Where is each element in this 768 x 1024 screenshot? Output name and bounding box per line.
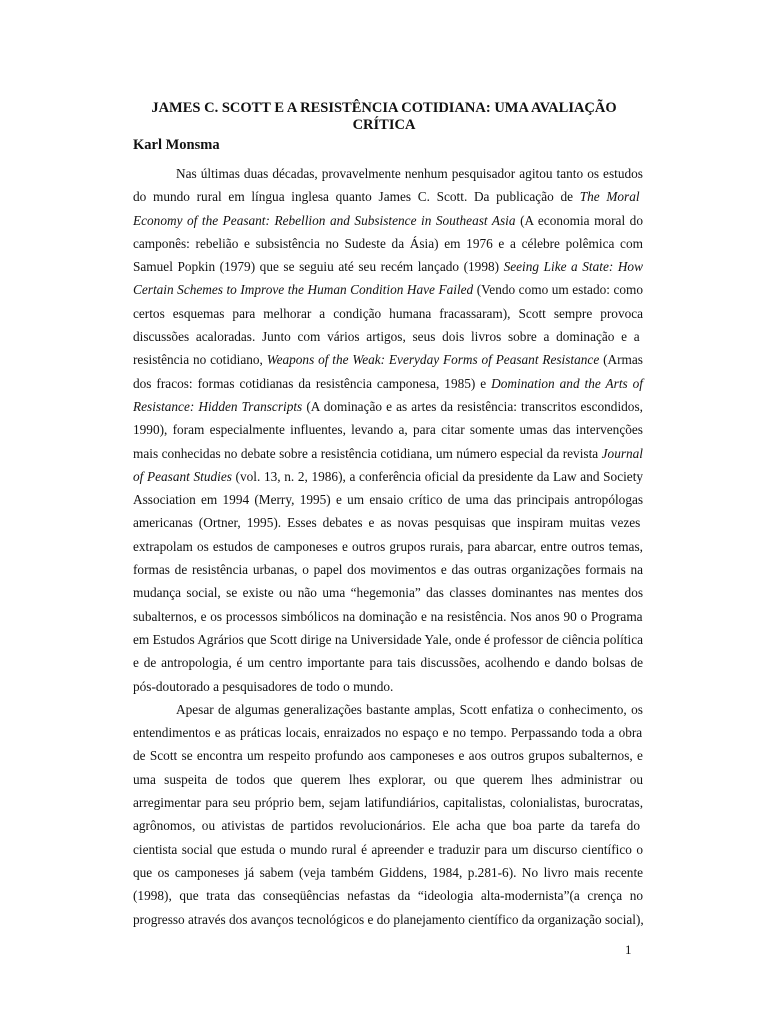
text-segment: certos esquemas para melhorar a condição humana fracassaram), Scott sempre provoca [133, 305, 644, 321]
text-line [133, 348, 643, 371]
italic-title-text: Weapons of the Weak: Everyday Forms of Peasant Resistance [266, 352, 600, 368]
text-segment: (1998), que trata das conseqüências nefastas da “ideologia alta-modernista”(a crença no [133, 888, 644, 904]
text-segment: (A economia moral do [515, 212, 643, 228]
text-line [133, 442, 643, 465]
text-line [133, 325, 643, 348]
text-line [133, 302, 643, 325]
body-text [133, 162, 643, 931]
text-line [133, 232, 643, 255]
text-line [133, 744, 643, 767]
text-line [133, 535, 643, 558]
italic-title-text: of Peasant Studies [133, 468, 232, 484]
text-line [133, 162, 643, 185]
text-segment: agrônomos, ou ativistas de partidos revolucionários. Ele acha que boa parte da tarefa do [133, 818, 640, 834]
title-line-1: JAMES C. SCOTT E A RESISTÊNCIA COTIDIANA: UMA AVALIAÇÃO [151, 100, 617, 116]
text-line [133, 488, 643, 511]
text-segment: em Estudos Agrários que Scott dirige na Universidade Yale, onde é professor de ciência política [133, 631, 643, 647]
text-segment: americanas (Ortner, 1995). Esses debates e as novas pesquisas que inspiram muitas vezes [133, 515, 641, 531]
text-segment: 1990), foram especialmente influentes, levando a, para citar somente umas das intervenções [133, 422, 643, 438]
text-line [133, 418, 643, 441]
text-line [133, 605, 643, 628]
text-segment: Apesar de algumas generalizações bastante amplas, Scott enfatiza o conhecimento, os [176, 701, 643, 717]
text-segment: camponês: rebelião e subsistência no Sudeste da Ásia) em 1976 e a célebre polêmica com [133, 235, 643, 251]
title-line-2: CRÍTICA [352, 117, 416, 133]
page-number: 1 [625, 942, 632, 957]
text-line [133, 768, 643, 791]
text-segment: que os camponeses já sabem (veja também Giddens, 1984, p.281-6). No livro mais recente [133, 864, 644, 880]
italic-title-text: Domination and the Arts of [491, 375, 644, 391]
text-line [133, 675, 643, 698]
italic-title-text: Seeing Like a State: How [503, 259, 643, 275]
text-segment: cientista social que estuda o mundo rural é apreender e traduzir para um discurso científico o [133, 841, 643, 857]
text-line [133, 698, 643, 721]
text-line [133, 185, 643, 208]
text-segment: discussões acaloradas. Junto com vários artigos, seus dois livros sobre a dominação e a [133, 329, 640, 345]
text-segment: de Scott se encontra um respeito profundo aos camponeses e aos outros grupos subalternos, e [133, 748, 643, 764]
text-segment: (Vendo como um estado: como [473, 282, 644, 298]
text-segment: Samuel Popkin (1979) que se seguiu até seu recém lançado (1998) [133, 259, 504, 275]
italic-title-text: The Moral [579, 189, 640, 205]
text-line [133, 908, 643, 931]
text-line [133, 511, 643, 534]
text-line [133, 651, 643, 674]
text-line [133, 861, 643, 884]
italic-title-text: Certain Schemes to Improve the Human Condition Have Failed [133, 282, 474, 298]
text-segment: dos fracos: formas cotidianas da resistência camponesa, 1985) e [133, 375, 492, 391]
italic-title-text: Resistance: Hidden Transcripts [133, 398, 303, 414]
text-line [133, 628, 643, 651]
text-segment: formas de resistência urbanas, o papel dos movimentos e das outras organizações formais na [133, 562, 644, 578]
text-line [133, 884, 643, 907]
italic-title-text: Journal [601, 445, 644, 461]
author-name: Karl Monsma [133, 137, 220, 153]
text-segment: Nas últimas duas décadas, provavelmente nenhum pesquisador agitou tanto os estudos [176, 166, 643, 181]
text-segment: pós-doutorado a pesquisadores de todo o mundo. [133, 678, 394, 694]
text-line [133, 278, 643, 301]
text-line [133, 814, 643, 837]
italic-title-text: Economy of the Peasant: Rebellion and Subsistence in Southeast Asia [133, 212, 516, 228]
text-line [133, 838, 643, 861]
text-line [133, 372, 643, 395]
text-segment: e de antropologia, é um centro importante para tais discussões, acolhendo e dando bolsas de [133, 655, 644, 671]
text-segment: progresso através dos avanços tecnológicos e do planejamento científico da organização social), [133, 911, 644, 927]
text-segment: resistência no cotidiano, [133, 352, 267, 368]
text-segment: (vol. 13, n. 2, 1986), a conferência oficial da presidente da Law and Society [231, 468, 644, 484]
text-line [133, 791, 643, 814]
text-segment: do mundo rural em língua inglesa quanto James C. Scott. Da publicação de [133, 189, 580, 205]
text-line [133, 395, 643, 418]
text-segment: (Armas [599, 352, 643, 368]
text-line [133, 721, 643, 744]
text-line [133, 209, 643, 232]
text-segment: Association em 1994 (Merry, 1995) e um ensaio crítico de uma das principais antropólogas [133, 492, 644, 508]
text-segment: subalternos, e os processos simbólicos na dominação e na resistência. Nos anos 90 o Programa [133, 608, 643, 624]
text-segment: (A dominação e as artes da resistência: transcritos escondidos, [302, 398, 643, 414]
text-segment: entendimentos e as práticas locais, enraizados no espaço e no tempo. Perpassando toda a obra [133, 725, 643, 741]
document-title [132, 100, 636, 134]
text-segment: extrapolam os estudos de camponeses e outros grupos rurais, para abarcar, entre outros temas, [133, 538, 643, 554]
text-segment: mais conhecidas no debate sobre a resistência cotidiana, um número especial da revista [133, 445, 602, 461]
text-line [133, 255, 643, 278]
text-line [133, 581, 643, 604]
text-segment: uma suspeita de todos que querem lhes explorar, ou que querem lhes administrar ou [133, 771, 644, 787]
text-line [133, 465, 643, 488]
text-segment: mudança social, se existe ou não uma “hegemonia” das classes dominantes nas mentes dos [133, 585, 644, 601]
text-segment: arregimentar para seu próprio bem, sejam latifundiários, capitalistas, colonialistas, burocratas, [133, 795, 644, 811]
text-line [133, 558, 643, 581]
